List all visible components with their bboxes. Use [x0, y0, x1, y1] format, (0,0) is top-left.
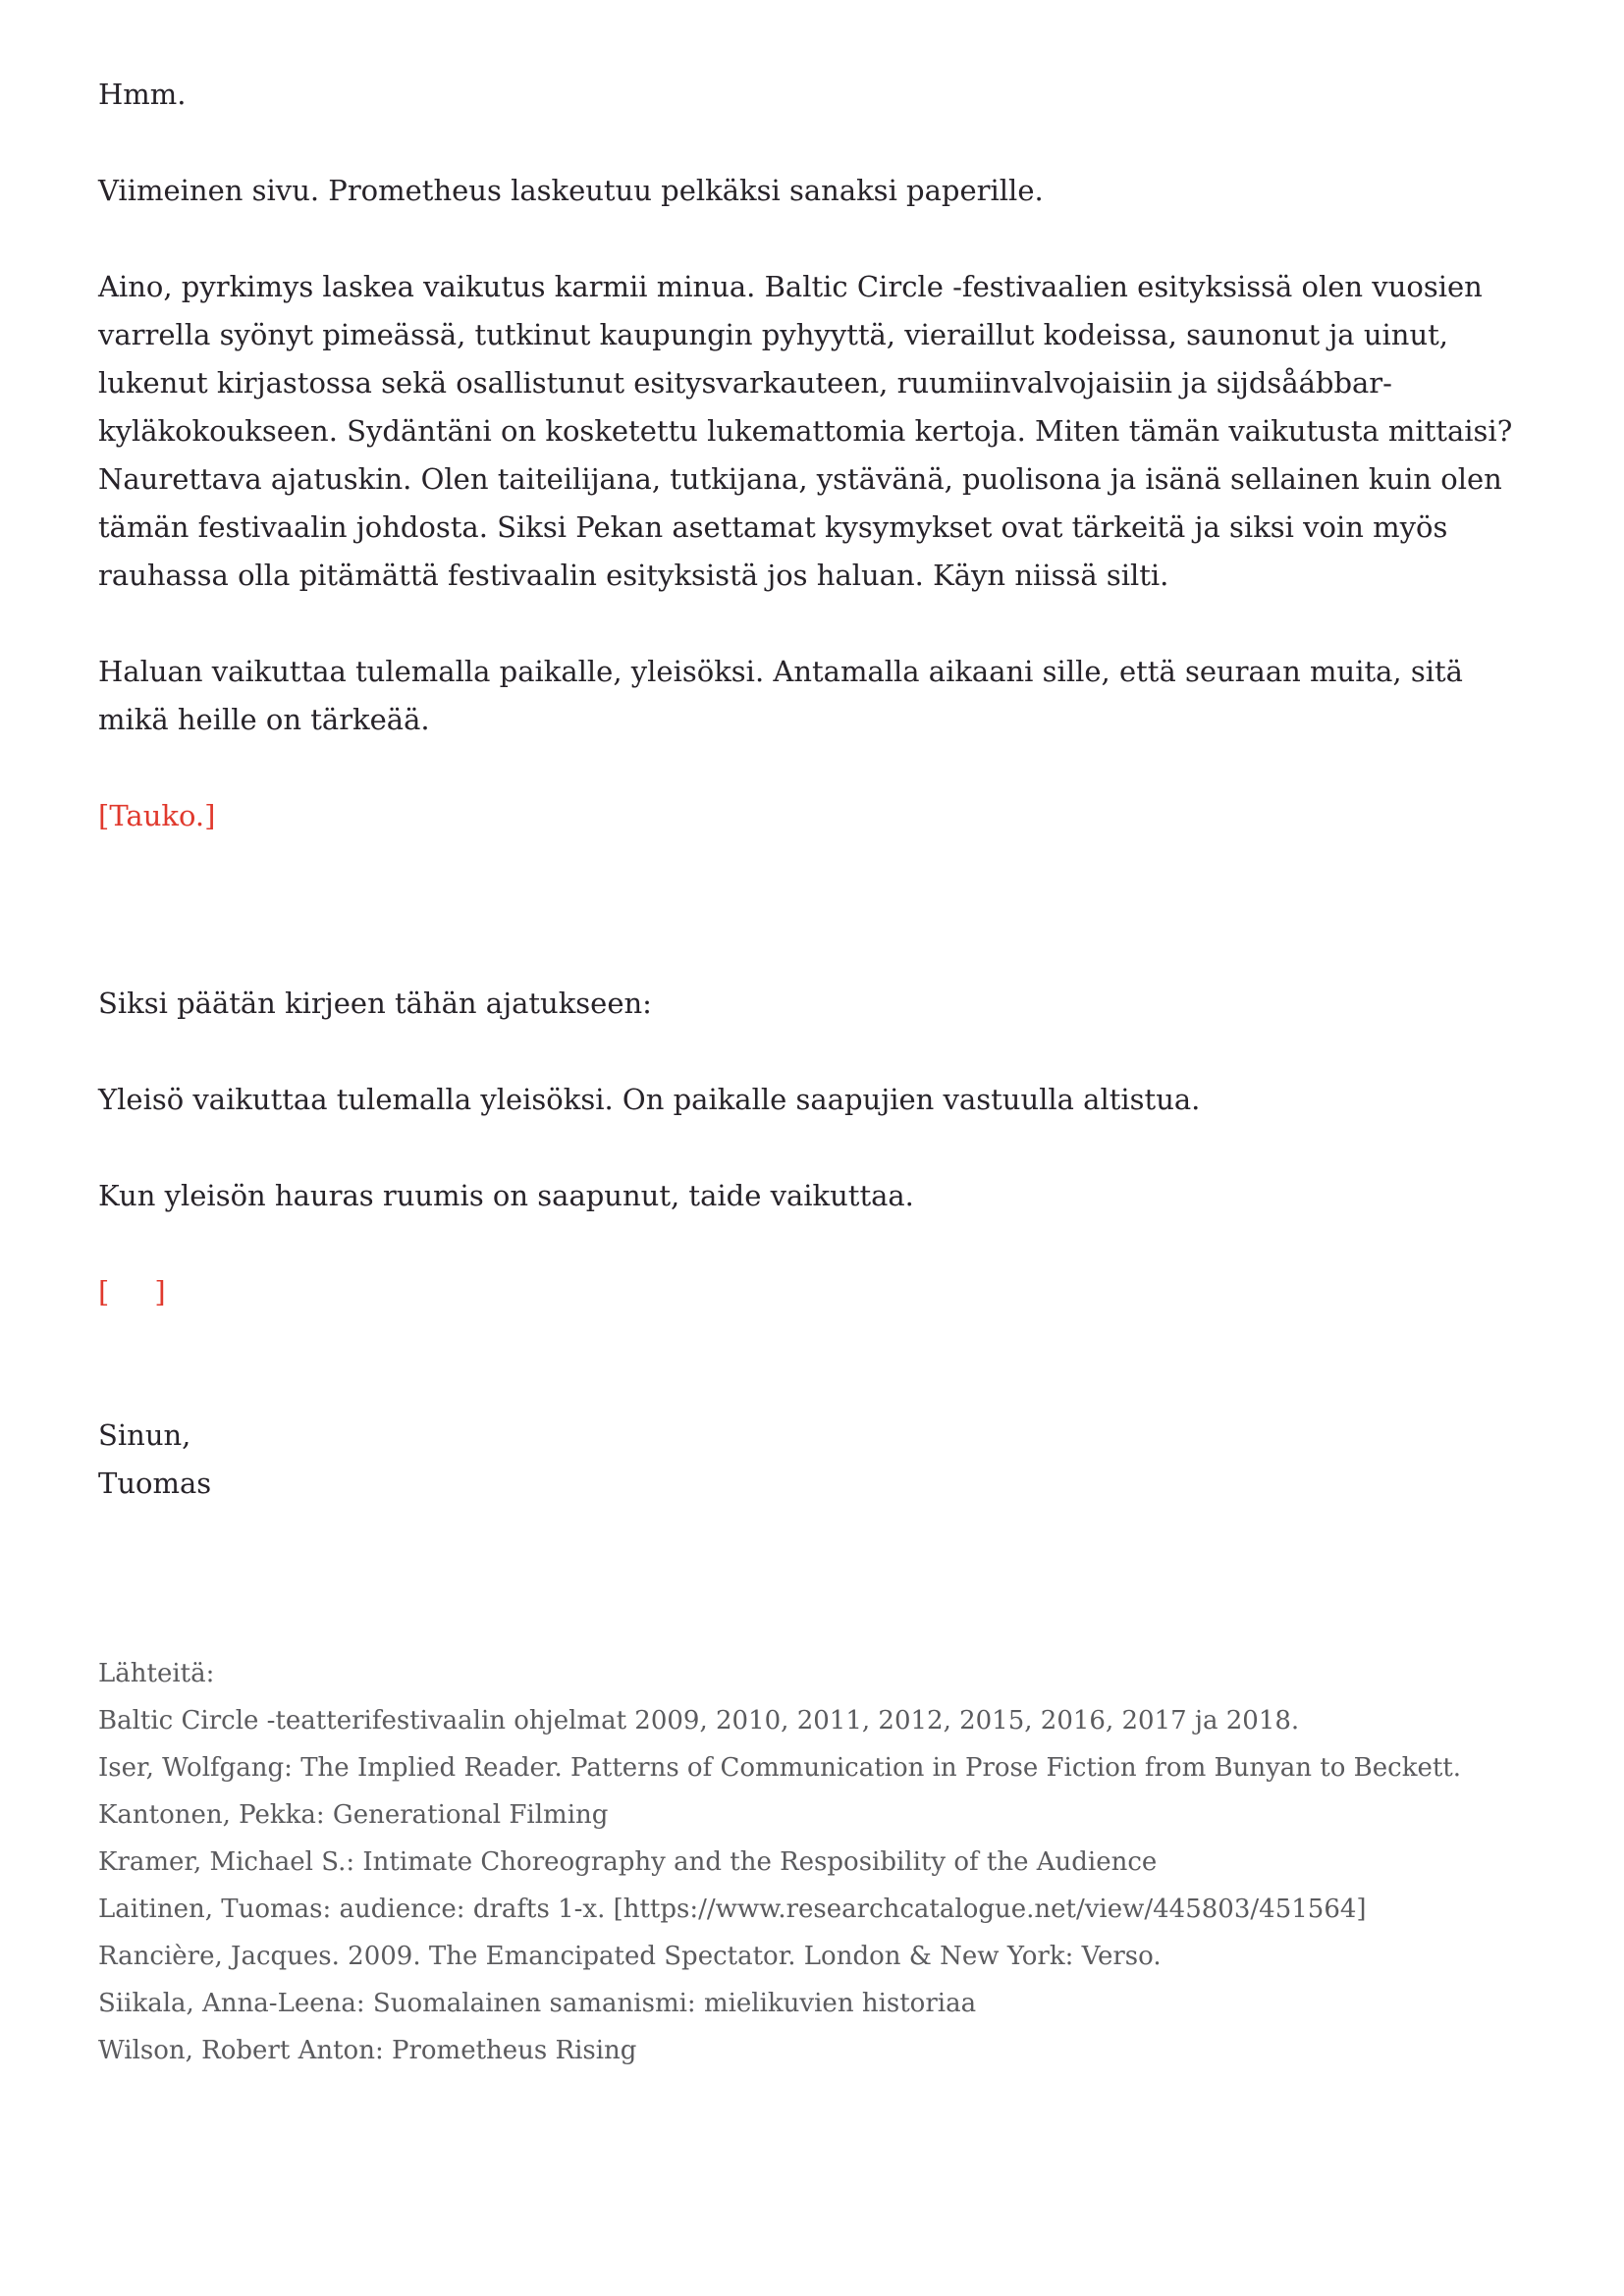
reference-wilson: Wilson, Robert Anton: Prometheus Rising: [98, 2036, 637, 2065]
reference-kantonen: Kantonen, Pekka: Generational Filming: [98, 1800, 609, 1830]
para-siksi-paatan: Siksi päätän kirjeen tähän ajatukseen:: [98, 987, 652, 1020]
reference-iser: Iser, Wolfgang: The Implied Reader. Patterns of Communication in Prose Fiction from Bunyan to Beckett.: [98, 1753, 1462, 1783]
references-header: Lähteitä:: [98, 1659, 215, 1688]
para-viimeinen-sivu: Viimeinen sivu. Prometheus laskeutuu pelkäksi sanaksi paperille.: [98, 174, 1044, 207]
reference-ranciere: Rancière, Jacques. 2009. The Emancipated Spectator. London & New York: Verso.: [98, 1942, 1162, 1971]
reference-laitinen: Laitinen, Tuomas: audience: drafts 1-x. [https://www.researchcatalogue.net/view/445803/451564]: [98, 1895, 1367, 1924]
letter-content: [98, 71, 1526, 2074]
reference-siikala: Siikala, Anna-Leena: Suomalainen samanismi: mielikuvien historiaa: [98, 1989, 977, 2018]
pause-marker: [Tauko.]: [98, 799, 216, 832]
reference-baltic-circle: Baltic Circle -teatterifestivaalin ohjelmat 2009, 2010, 2011, 2012, 2015, 2016, 2017 ja 2018.: [98, 1706, 1300, 1735]
signature-sinun: Sinun,: [98, 1418, 191, 1452]
para-haluan-vaikuttaa: Haluan vaikuttaa tulemalla paikalle, yleisöksi. Antamalla aikaani sille, että seuraan muita, sitä mikä heille on tärkeää.: [98, 655, 1463, 736]
para-yleiso-vaikuttaa: Yleisö vaikuttaa tulemalla yleisöksi. On paikalle saapujien vastuulla altistua.: [98, 1083, 1201, 1116]
empty-brackets-marker: [ ]: [98, 1275, 166, 1308]
para-kun-yleison: Kun yleisön hauras ruumis on saapunut, taide vaikuttaa.: [98, 1179, 914, 1212]
para-baltic-circle: Aino, pyrkimys laskea vaikutus karmii minua. Baltic Circle -festivaalien esityksissä olen vuosien varrella syönyt pimeässä, tutkinut kaupungin pyhyyttä, vieraillut kodeissa, saunonut ja uinut, lukenut kirjastossa sekä osallistunut esitysvarkauteen, ruumiinvalvojaisiin ja sijdsåábbar-kyläkokoukseen. Sydäntäni on kosketettu lukemattomia kertoja. Miten tämän vaikutusta mittaisi? Naurettava ajatuskin. Olen taiteilijana, tutkijana, ystävänä, puolisona ja isänä sellainen kuin olen tämän festivaalin johdosta. Siksi Pekan asettamat kysymykset ovat tärkeitä ja siksi voin myös rauhassa olla pitämättä festivaalin esityksistä jos haluan. Käyn niissä silti.: [98, 270, 1513, 592]
signature-tuomas: Tuomas: [98, 1467, 212, 1500]
reference-kramer: Kramer, Michael S.: Intimate Choreography and the Resposibility of the Audience: [98, 1847, 1158, 1877]
para-hmm: Hmm.: [98, 78, 187, 111]
